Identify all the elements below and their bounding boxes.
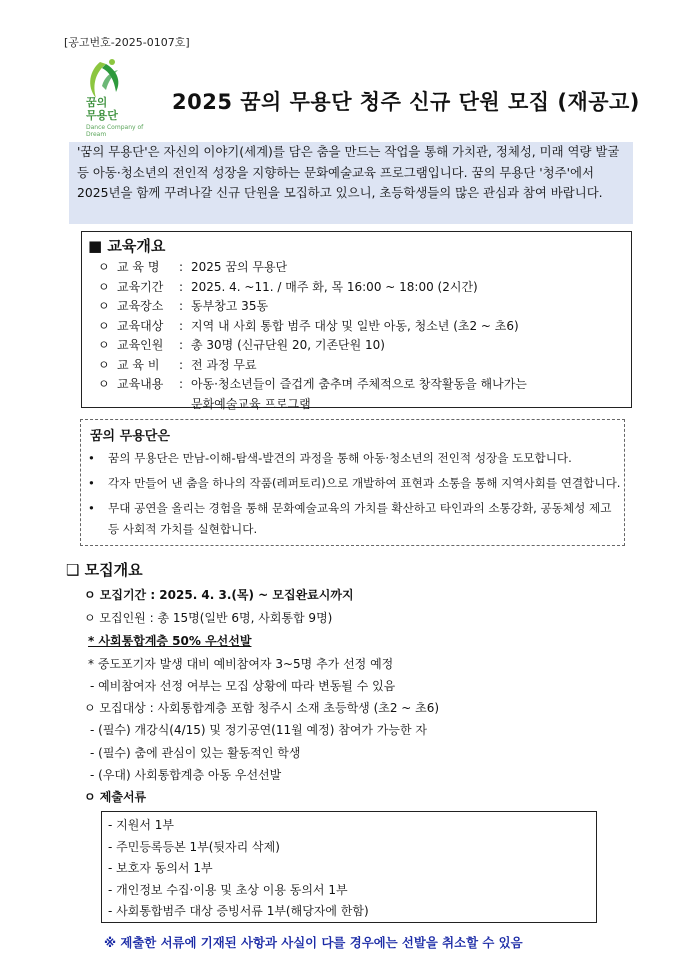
recruit-reserve: * 중도포기자 발생 대비 예비참여자 3~5명 추가 선정 예정 (88, 657, 394, 671)
intro-paragraph: '꿈의 무용단'은 자신의 이야기(세계)를 담은 춤을 만드는 작업을 통해 가치관, 정체성, 미래 역량 발굴 등 아동·청소년의 전인적 성장을 지향하는 문화예술교육 프로그램입니다. 꿈의 무용단 '청주'에서 2025년을 함께 꾸려나갈 신규 단원을 모집하고 있으니, 초등학생들의 많은 관심과 참여 바랍니다. (69, 142, 633, 224)
education-item-label: 교 육 명 (117, 260, 160, 274)
logo-name: 꿈의 무용단 (86, 96, 118, 122)
recruit-heading: ❑ 모집개요 (66, 561, 143, 579)
dream-item-text: 꿈의 무용단은 만남-이해-탐색-발견의 과정을 통해 아동·청소년의 전인적 성장을 도모합니다. (108, 451, 572, 465)
docs-heading: ㅇ 제출서류 (84, 790, 147, 804)
education-item-label: 교 육 비 (117, 357, 160, 372)
bullet-icon: ㅇ (98, 377, 110, 391)
dream-item-text: 각자 만들어 낸 춤을 하나의 작품(레퍼토리)으로 개발하여 표현과 소통을 통해 지역사회를 연결합니다. (108, 476, 621, 490)
dream-list-item (88, 498, 622, 540)
education-item-label: 교육장소 (117, 299, 164, 313)
education-item-value: 전 과정 무료 (191, 357, 257, 372)
document-item: - 주민등록등본 1부(뒷자리 삭제) (108, 839, 280, 854)
education-item-value: 지역 내 사회 통합 범주 대상 및 일반 아동, 청소년 (초2 ~ 초6) (191, 318, 519, 333)
recruit-count: ㅇ 모집인원 : 총 15명(일반 6명, 사회통합 9명) (84, 611, 333, 625)
education-item-value: 문화예술교육 프로그램 (191, 396, 311, 411)
bullet-icon: ㅇ (98, 318, 110, 333)
bullet-icon: ㅇ (98, 279, 110, 294)
education-item: ㅇ 교 육 비 : 전 과정 무료 (98, 356, 527, 376)
dream-item-text: 무대 공연을 올리는 경험을 통해 문화예술교육의 가치를 확산하고 타인과의 소통강화, 공동체성 제고 등 사회적 가치를 실현합니다. (108, 501, 612, 536)
education-item-label: 교육대상 (117, 318, 164, 333)
document-item: - 보호자 동의서 1부 (108, 861, 213, 875)
bullet-icon: • (88, 451, 95, 465)
education-item: ㅇ 교육인원 : 총 30명 (신규단원 20, 기존단원 10) (98, 336, 527, 356)
education-item-label: 교육기간 (117, 279, 164, 294)
recruit-requirement-2: - (필수) 춤에 관심이 있는 활동적인 학생 (90, 746, 301, 760)
education-item (98, 395, 527, 415)
dream-list-item (88, 448, 622, 469)
education-item-label (117, 395, 179, 415)
education-item-label: 교육내용 (117, 377, 164, 391)
education-item-value: 동부창고 35동 (191, 299, 269, 313)
recruit-priority: * 사회통합계층 50% 우선선발 (88, 634, 252, 648)
education-item: ㅇ 교육대상 : 지역 내 사회 통합 범주 대상 및 일반 아동, 청소년 (초2 ~ 초6) (98, 317, 527, 337)
document-item: - 지원서 1부 (108, 818, 174, 832)
bullet-icon: • (88, 476, 95, 490)
notice-number: [공고번호-2025-0107호] (64, 36, 190, 49)
education-item: ㅇ 교육장소 : 동부창고 35동 (98, 297, 527, 317)
education-item-value: 2025 꿈의 무용단 (191, 260, 288, 274)
logo-subtitle: Dance Company of Dream (86, 124, 144, 138)
education-heading: ■ 교육개요 (88, 237, 166, 255)
education-item-value: 2025. 4. ~11. / 매주 화, 목 16:00 ~ 18:00 (2시간) (191, 279, 478, 294)
bullet-icon: ㅇ (98, 299, 110, 313)
dream-heading: 꿈의 무용단은 (90, 429, 170, 444)
dream-list-item (88, 473, 622, 494)
document-item: - 개인정보 수집·이용 및 초상 이용 동의서 1부 (108, 882, 348, 897)
recruit-requirement-1: - (필수) 개강식(4/15) 및 정기공연(11월 예정) 참여가 가능한 자 (90, 723, 427, 737)
bullet-icon: • (88, 501, 95, 515)
bullet-icon: ㅇ (98, 357, 110, 372)
recruit-reserve-note: - 예비참여자 선정 여부는 모집 상황에 따라 변동될 수 있음 (90, 679, 396, 693)
document-item: - 사회통합범주 대상 증빙서류 1부(해당자에 한함) (108, 904, 369, 918)
education-item: ㅇ 교 육 명 : 2025 꿈의 무용단 (98, 258, 527, 278)
education-item: ㅇ 교육내용 : 아동·청소년들이 즐겁게 춤추며 주체적으로 창작활동을 해나가는 (98, 375, 527, 395)
recruit-target: ㅇ 모집대상 : 사회통합계층 포함 청주시 소재 초등학생 (초2 ~ 초6) (84, 701, 440, 715)
final-note: ※ 제출한 서류에 기재된 사항과 사실이 다를 경우에는 선발을 취소할 수 있음 (104, 935, 523, 950)
page-title: 2025 꿈의 무용단 청주 신규 단원 모집 (재공고) (172, 90, 640, 114)
bullet-icon: ㅇ (98, 338, 110, 352)
education-item-value: 아동·청소년들이 즐겁게 춤추며 주체적으로 창작활동을 해나가는 (191, 377, 527, 391)
bullet-icon (98, 395, 117, 415)
education-item: ㅇ 교육기간 : 2025. 4. ~11. / 매주 화, 목 16:00 ~ 18:00 (2시간) (98, 278, 527, 298)
documents-list (108, 815, 369, 923)
recruit-period: ㅇ 모집기간 : 2025. 4. 3.(목) ~ 모집완료시까지 (84, 588, 354, 602)
education-item-value: 총 30명 (신규단원 20, 기존단원 10) (191, 338, 385, 352)
bullet-icon: ㅇ (98, 260, 110, 274)
dream-list (88, 448, 622, 544)
recruit-requirement-3: - (우대) 사회통합계층 아동 우선선발 (90, 768, 282, 782)
education-list (98, 258, 527, 414)
education-item-label: 교육인원 (117, 338, 164, 352)
